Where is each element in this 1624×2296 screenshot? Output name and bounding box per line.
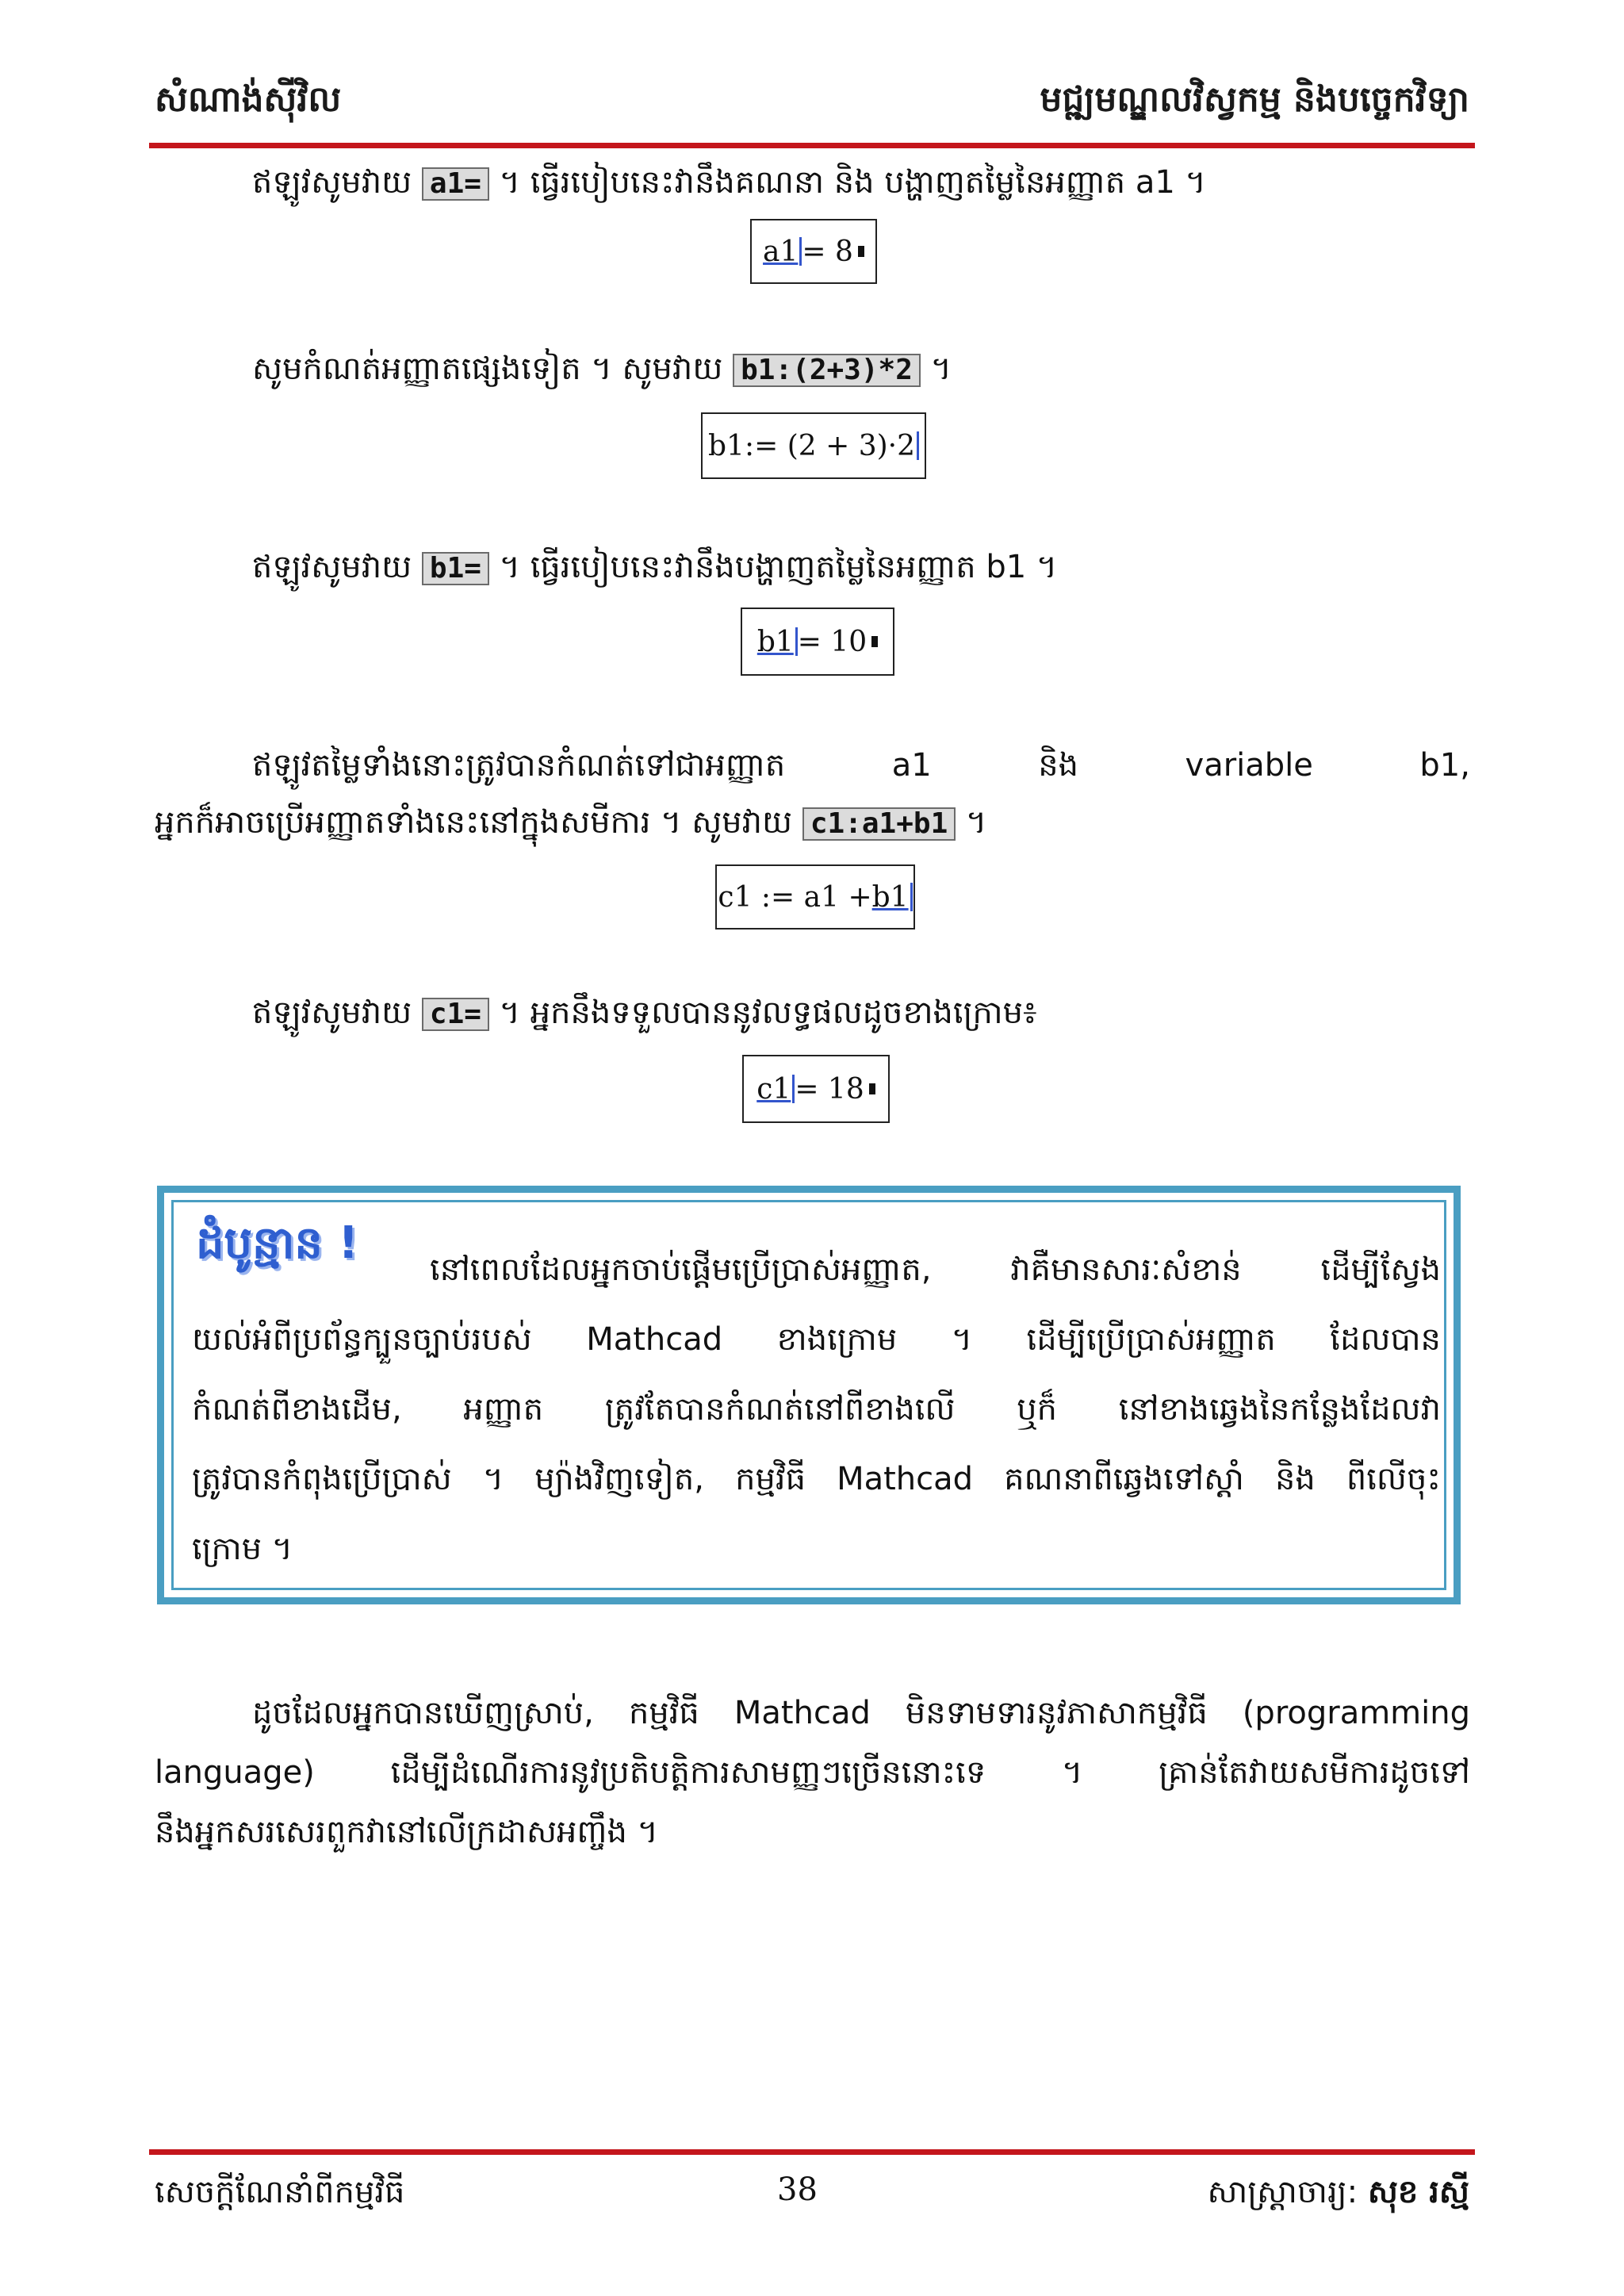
- text: ។: [951, 1321, 973, 1358]
- text: សូមកំណត់អញ្ញាតផ្សេងទៀត ។ សូមវាយ: [252, 351, 723, 387]
- final-paragraph-line3: នឹងអ្នកសរសេរពួកវានៅលើក្រដាសអញ្ចឹង ។: [155, 1814, 658, 1850]
- placeholder-mark: [869, 1083, 875, 1094]
- text: វាគឺមានសារៈសំខាន់: [1010, 1251, 1242, 1288]
- text: ។: [930, 351, 952, 387]
- math-box-c1-result: [742, 1055, 890, 1123]
- text: ខាងក្រោម: [776, 1321, 898, 1358]
- text: Mathcad: [733, 1695, 871, 1731]
- header-left-title: សំណាង់ស៊ីវិល: [155, 79, 342, 120]
- text: language): [155, 1754, 315, 1791]
- text: និង: [1038, 747, 1079, 784]
- text: យល់អំពីប្រព័ន្ធក្បួនច្បាប់របស់: [192, 1321, 532, 1358]
- tip-line-1: [430, 1234, 1441, 1305]
- page-number: 38: [777, 2171, 818, 2208]
- text: ។ ធ្វើរបៀបនេះវានឹងគណនា និង បង្ហាញតម្លៃនៃអញ្ញាត a1 ។: [499, 164, 1206, 201]
- paragraph-b1-display: [252, 531, 1057, 603]
- keyword-a1-eq: a1=: [422, 167, 489, 201]
- math-var: b1: [756, 625, 794, 658]
- math-var: c1: [756, 1072, 791, 1106]
- cursor-icon: [910, 883, 913, 911]
- math-box-b1-define: [701, 412, 926, 479]
- math-box-a1-result: [750, 219, 877, 284]
- text: នៅខាងឆ្វេងនៃកន្លែងដែលវា: [1118, 1391, 1441, 1428]
- text: Mathcad: [837, 1461, 974, 1497]
- text: ឥឡូវសូមវាយ: [252, 164, 412, 201]
- footer-author: [1207, 2171, 1469, 2218]
- text: កម្មវិធី: [735, 1461, 806, 1497]
- footer-left-title: សេចក្ដីណែនាំពីកម្មវិធី: [155, 2174, 405, 2210]
- text: ឥឡូវសូមវាយ: [252, 549, 412, 585]
- math-expr: = 8: [802, 235, 853, 268]
- math-expr: = 10: [797, 625, 868, 658]
- math-expr: := (2 + 3)·2: [744, 429, 915, 462]
- text: ត្រូវតែបានកំណត់នៅពីខាងលើ: [604, 1391, 956, 1428]
- paragraph-b1-define: [252, 333, 952, 404]
- text: variable: [1185, 747, 1313, 784]
- math-var: a1: [763, 235, 799, 268]
- paragraph-variables-line2: [155, 787, 986, 858]
- text: មិនទាមទារនូវភាសាកម្មវិធី: [905, 1695, 1208, 1731]
- keyword-b1-define: b1:(2+3)*2: [733, 354, 921, 387]
- text: និង: [1274, 1461, 1316, 1497]
- text: ។ ធ្វើរបៀបនេះវានឹងបង្ហាញតម្លៃនៃអញ្ញាត b1 ។: [499, 549, 1058, 585]
- footer-rule: [149, 2149, 1475, 2155]
- text: b1,: [1419, 747, 1470, 784]
- math-box-c1-define: [715, 864, 915, 930]
- tip-title: ដំបូន្មាន !: [196, 1217, 358, 1269]
- math-var: b1: [708, 429, 745, 462]
- placeholder-mark: [858, 246, 864, 257]
- text: ត្រូវបានកំពុងប្រើប្រាស់: [192, 1461, 452, 1497]
- text: អ្នកក៏អាចប្រើអញ្ញាតទាំងនេះនៅក្នុងសមីការ ។ សូមវាយ: [155, 804, 793, 841]
- author-label: សាស្ត្រាចារ្យ:: [1207, 2174, 1358, 2210]
- placeholder-mark: [871, 636, 878, 647]
- text: ។: [482, 1461, 504, 1497]
- keyword-c1-eq: c1=: [422, 998, 489, 1031]
- text: គណនាពីឆ្វេងទៅស្ដាំ: [1004, 1461, 1244, 1497]
- text: a1: [891, 747, 932, 784]
- paragraph-a1-display: [252, 147, 1206, 218]
- keyword-b1-eq: b1=: [422, 552, 489, 585]
- text: ដូចដែលអ្នកបានឃើញស្រាប់,: [252, 1695, 594, 1731]
- paragraph-c1-display: [252, 977, 1037, 1048]
- text: កម្មវិធី: [628, 1695, 699, 1731]
- text: អញ្ញាត: [463, 1391, 544, 1428]
- tip-line-4: [192, 1443, 1441, 1515]
- math-var: b1: [871, 880, 909, 914]
- text: ដើម្បីដំណើរការនូវប្រតិបត្តិការសាមញ្ញៗច្រើននោះទេ: [390, 1754, 986, 1791]
- text: ។ អ្នកនឹងទទួលបាននូវលទ្ធផលដូចខាងក្រោម៖: [499, 995, 1037, 1031]
- keyword-c1-define: c1:a1+b1: [802, 807, 956, 841]
- text: ។: [965, 804, 987, 841]
- math-expr: = 18: [795, 1072, 864, 1106]
- text: Mathcad: [586, 1321, 723, 1358]
- text: កំណត់ពីខាងដើម,: [192, 1391, 402, 1428]
- text: នៅពេលដែលអ្នកចាប់ផ្ដើមប្រើប្រាស់អញ្ញាត,: [430, 1251, 932, 1288]
- math-box-b1-result: [741, 608, 894, 676]
- text: ម្យ៉ាងវិញទៀត,: [534, 1461, 704, 1497]
- text: ដើម្បីប្រើប្រាស់អញ្ញាត: [1026, 1321, 1276, 1358]
- tip-line-5: ក្រោម ។: [192, 1531, 293, 1567]
- text: ឥឡូវតម្លៃទាំងនោះត្រូវបានកំណត់ទៅជាអញ្ញាត: [252, 747, 786, 784]
- header-right-title: មជ្ឍមណ្ឌលវិស្វកម្ម និងបច្ចេកវិទ្យា: [1040, 79, 1469, 120]
- text: ដើម្បីស្វែង: [1320, 1251, 1441, 1288]
- text: ដែលបាន: [1330, 1321, 1441, 1358]
- text: ។: [1062, 1754, 1083, 1791]
- tip-line-3: [192, 1374, 1441, 1445]
- text: ពីលើចុះ: [1346, 1461, 1441, 1497]
- tip-box: [157, 1186, 1461, 1604]
- text: ឥឡូវសូមវាយ: [252, 995, 412, 1031]
- text: ឬក៏: [1017, 1391, 1057, 1428]
- author-name: សុខ រស្មី: [1367, 2174, 1469, 2210]
- text: (programming: [1242, 1695, 1470, 1731]
- text: គ្រាន់តែវាយសមីការដូចទៅ: [1159, 1754, 1470, 1791]
- tip-line-2: [192, 1304, 1441, 1375]
- cursor-icon: [917, 431, 919, 460]
- math-expr: c1 := a1 +: [718, 880, 872, 914]
